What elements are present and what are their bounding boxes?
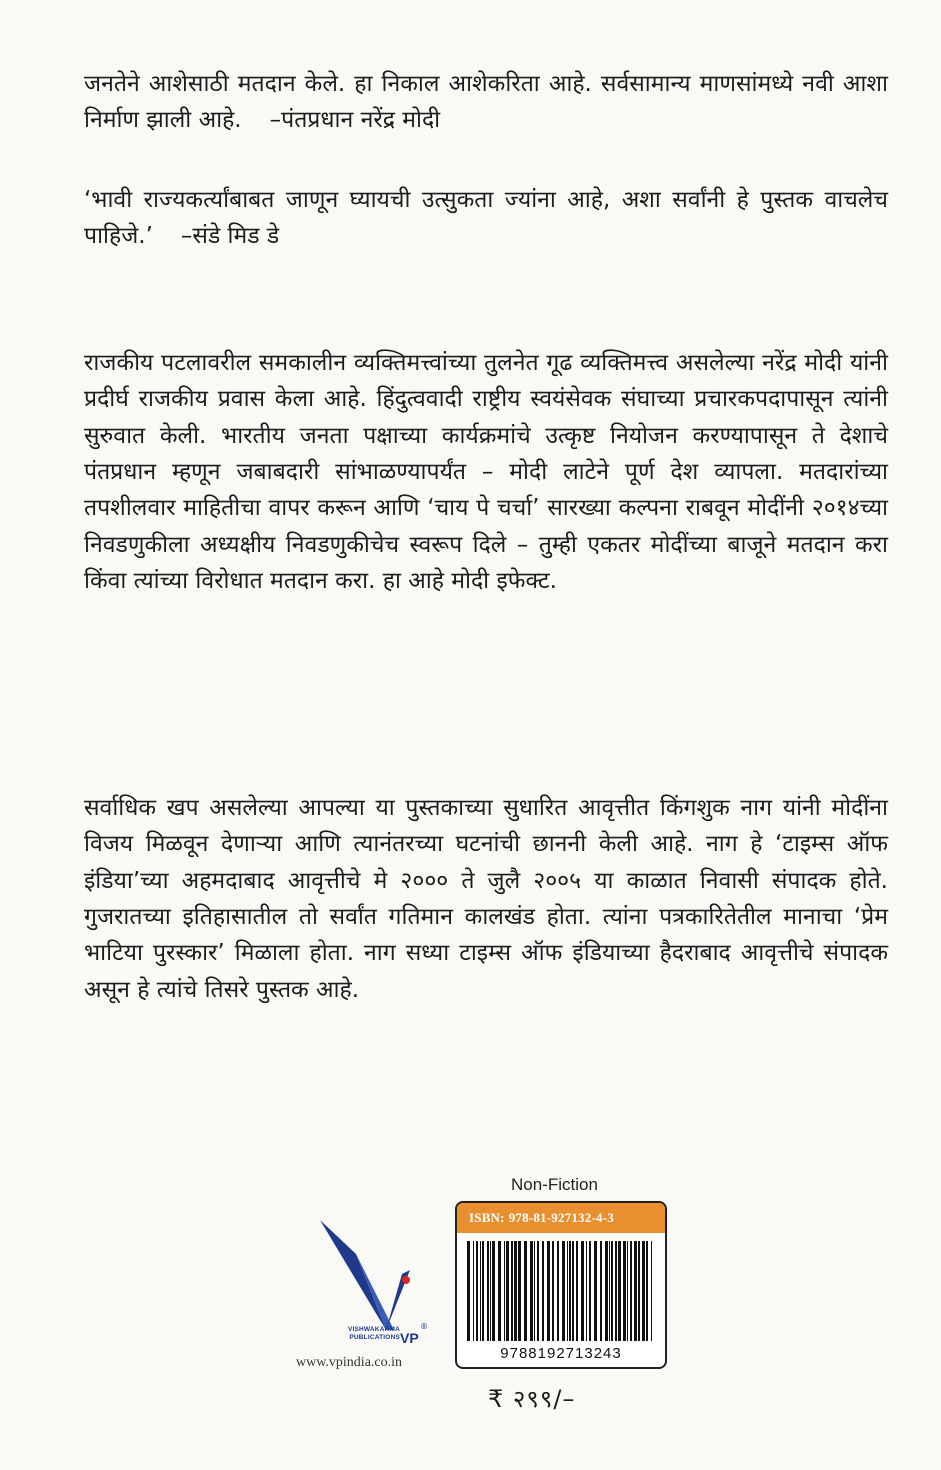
barcode-bars: [465, 1241, 657, 1341]
quote-text: ‘भावी राज्यकर्त्यांबाबत जाणून घ्यायची उत्सुकता ज्यांना आहे, अशा सर्वांनी हे पुस्तक वाचलेच पाहिजे.’: [84, 187, 888, 250]
blurb-text: राजकीय पटलावरील समकालीन व्यक्तिमत्त्वांच्या तुलनेत गूढ व्यक्तिमत्त्व असलेल्या नरेंद्र मोदी यांनी प्रदीर्घ राजकीय प्रवास केला आहे. हिंदुत्ववादी राष्ट्रीय स्वयंसेवक संघाच्या प्रचारकपदापासून त्यांनी सुरुवात केली. भारतीय जनता पक्षाच्या कार्यक्रमांचे उत्कृष्ट नियोजन करण्यापासून ते देशाचे पंतप्रधान म्हणून जबाबदारी सांभाळण्यापर्यंत – मोदी लाटेने पूर्ण देश व्यापला. मतदारांच्या तपशीलवार माहितीचा वापर करून आणि ‘चाय पे चर्चा’ सारख्या कल्पना राबवून मोदींनी २०१४च्या निवडणुकीला अध्यक्षीय निवडणुकीचेच स्वरूप दिले – तुम्ही एकतर मोदींच्या बाजूने मतदान करा किंवा त्यांच्या विरोधात मतदान करा. हा आहे मोदी इफेक्ट.: [84, 350, 888, 594]
publisher-mark: VP: [400, 1330, 419, 1346]
book-price: ₹ २९९/–: [488, 1385, 576, 1413]
isbn-barcode: [455, 1201, 667, 1369]
quote-block-2: [84, 182, 888, 255]
isbn-band: [457, 1203, 665, 1233]
registered-mark: ®: [420, 1322, 428, 1331]
quote-attribution: –संडे मिड डे: [180, 223, 280, 250]
barcode-digits: 9788192713243: [500, 1345, 622, 1362]
blurb-paragraph-2: [84, 790, 888, 1008]
publisher-website: www.vpindia.co.in: [296, 1355, 403, 1370]
quote-block-1: [84, 66, 888, 139]
isbn-value: 978-81-927132-4-3: [508, 1210, 614, 1225]
blurb-text: सर्वाधिक खप असलेल्या आपल्या या पुस्तकाच्या सुधारित आवृत्तीत किंगशुक नाग यांनी मोदींना विजय मिळवून देणाऱ्या आणि त्यानंतरच्या घटनांची छाननी केली आहे. नाग हे ‘टाइम्स ऑफ इंडिया’च्या अहमदाबाद आवृत्तीचे मे २००० ते जुलै २००५ या काळात निवासी संपादक होते. गुजरातच्या इतिहासातील तो सर्वांत गतिमान कालखंड होता. त्यांना पत्रकारितेतील मानाचा ‘प्रेम भाटिया पुरस्कार’ मिळाला होता. नाग सध्या टाइम्स ऑफ इंडियाच्या हैदराबाद आवृत्तीचे संपादक असून हे त्यांचे तिसरे पुस्तक आहे.: [84, 795, 888, 1003]
quote-attribution: –पंतप्रधान नरेंद्र मोदी: [269, 107, 441, 134]
book-category: Non-Fiction: [511, 1175, 598, 1194]
isbn-label: ISBN:: [469, 1210, 505, 1225]
blurb-paragraph-1: [84, 345, 888, 599]
quote-text: जनतेने आशेसाठी मतदान केले. हा निकाल आशेकरिता आहे. सर्वसामान्य माणसांमध्ये नवी आशा निर्माण झाली आहे.: [84, 71, 888, 134]
publisher-name: VISHWAKARMA PUBLICATIONS: [347, 1326, 400, 1341]
